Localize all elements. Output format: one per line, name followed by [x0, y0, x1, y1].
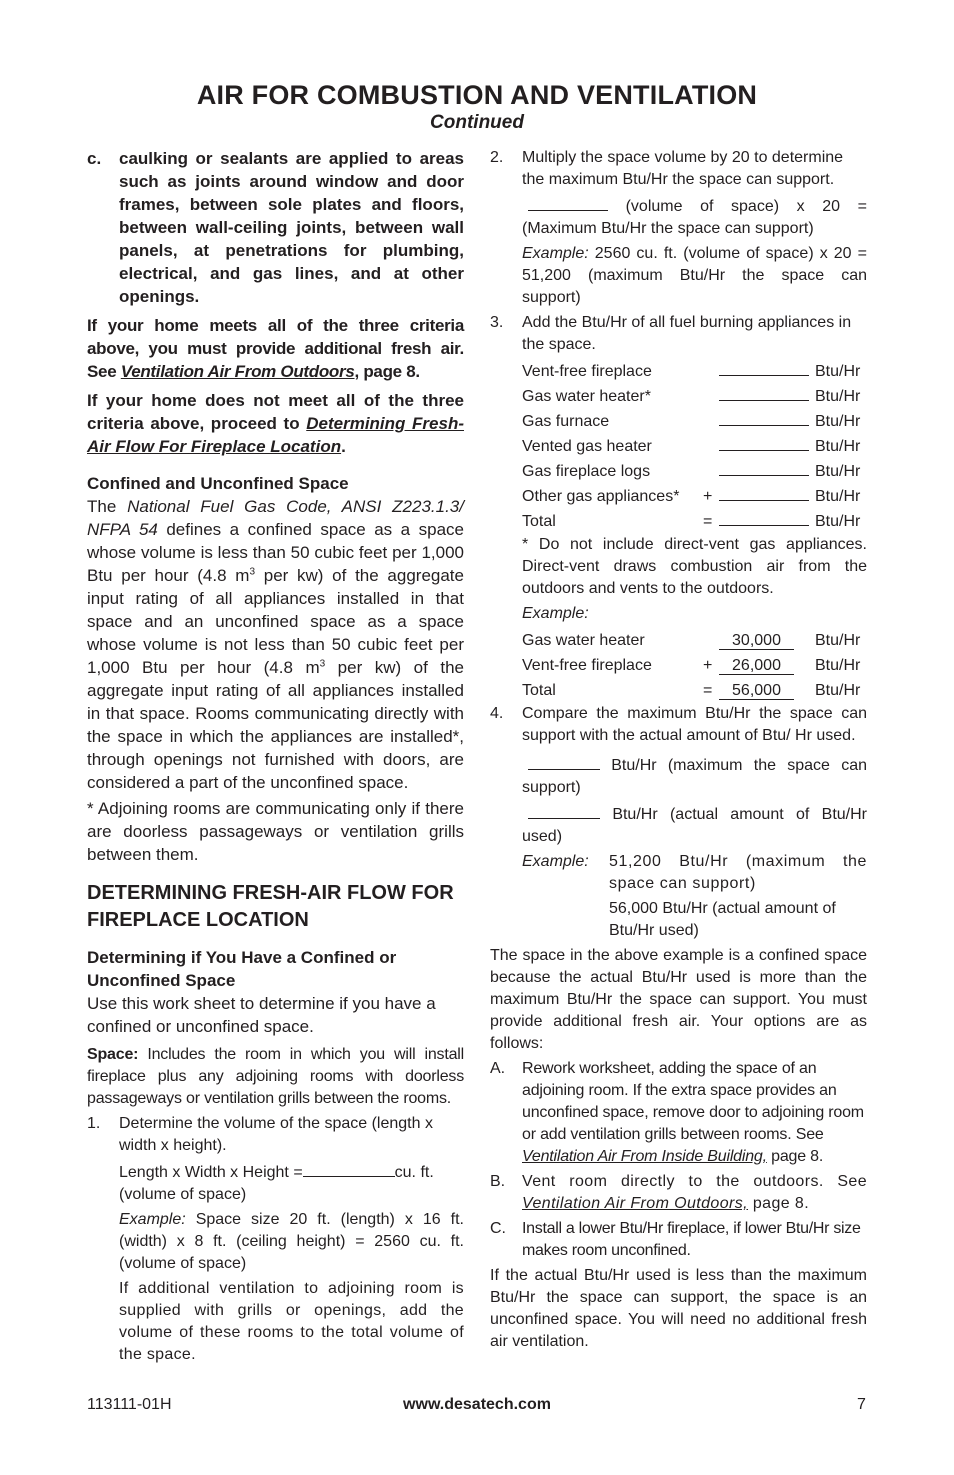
option-c — [490, 1218, 867, 1262]
ventilation-outdoors-link[interactable]: Ventilation Air From Outdoors — [120, 362, 355, 381]
ventilation-outdoors-link[interactable]: Ventilation Air From Outdoors, — [522, 1195, 749, 1212]
unit-label: Btu/Hr — [815, 513, 861, 530]
step-4 — [490, 703, 867, 747]
page-number: 7 — [857, 1396, 866, 1413]
step-1-additional: If additional ventilation to adjoining room is supplied with grills or openings, add the volume of these rooms to the total volume of the space. — [119, 1280, 464, 1363]
part-number: 113111-01H — [87, 1396, 172, 1413]
btu-blank[interactable] — [719, 409, 809, 426]
example-worksheet — [522, 625, 860, 700]
text-span: defines a confined space as a space whose volume is less than 50 cubic feet per 1,000 Btu per hour (4.8 m — [87, 520, 464, 585]
appliance-operator — [703, 356, 719, 381]
appliance-name: Other gas appliances* — [522, 488, 680, 505]
option-text — [522, 1058, 867, 1168]
step-text: Compare the maximum Btu/Hr the space can support with the actual amount of Btu/ Hr used. — [522, 705, 867, 744]
step-1-example — [87, 1209, 464, 1275]
btu-blank[interactable] — [719, 509, 809, 526]
confined-conclusion: The space in the above example is a confined space because the actual Btu/Hr used is more than the maximum Btu/Hr the space can support. You must provide additional fresh air. Your options are as follows: — [490, 947, 867, 1052]
example-operator: + — [703, 657, 713, 674]
appliance-name: Total — [522, 513, 556, 530]
step-number: 3. — [490, 314, 504, 331]
text-span: per kw) of the aggregate input rating of all appliances installed in that space and an unconfined space as a space whose volume is not less than 50 cubic feet per 1,000 Btu per hour (4.8 m — [87, 566, 464, 677]
text-span: Includes the room in which you will install fireplace plus any adjoining rooms with doorless passageways or ventilation grills between the rooms. — [87, 1046, 464, 1107]
max-btu-blank[interactable] — [528, 753, 600, 770]
text-span: page 8. — [766, 1148, 824, 1165]
step-3-example-label: Example: — [522, 605, 589, 622]
appliance-name: Vented gas heater — [522, 438, 652, 455]
unit-label: Btu/Hr — [815, 657, 861, 674]
text-span: Btu/Hr (maximum the space can support) — [522, 757, 867, 796]
meets-criteria-paragraph — [87, 314, 464, 383]
example-row — [522, 675, 860, 700]
example-label: Example: — [522, 245, 589, 262]
fresh-air-flow-link[interactable]: Determining Fresh-Air Flow For Fireplace Location — [87, 414, 464, 456]
space-label: Space: — [87, 1046, 139, 1063]
appliance-operator — [703, 456, 719, 481]
text-span: Vent room directly to the outdoors. See — [522, 1173, 867, 1190]
appliance-row — [522, 481, 860, 506]
page-subtitle: Continued — [430, 112, 524, 133]
option-b — [490, 1171, 867, 1215]
option-text: Install a lower Btu/Hr fireplace, if lower Btu/Hr size makes room unconfined. — [522, 1220, 861, 1259]
appliance-worksheet — [522, 356, 860, 531]
example-appliance-name: Vent-free fireplace — [522, 657, 652, 674]
option-a — [490, 1058, 867, 1168]
unit-label: Btu/Hr — [815, 363, 861, 380]
example-value: 26,000 — [719, 657, 794, 675]
website: www.desatech.com — [403, 1396, 551, 1413]
unit-label: Btu/Hr — [815, 632, 861, 649]
step-4-example — [490, 851, 867, 942]
step-3 — [490, 312, 867, 356]
appliance-name: Gas water heater* — [522, 388, 651, 405]
example-operator: = — [703, 682, 713, 699]
btu-blank[interactable] — [719, 484, 809, 501]
appliance-row — [522, 456, 860, 481]
step-text: Determine the volume of the space (length x width x height). — [119, 1115, 433, 1154]
text-span: . — [341, 437, 346, 456]
worksheet-intro: Use this work sheet to determine if you have a confined or unconfined space. — [87, 994, 436, 1036]
unit-label: Btu/Hr — [815, 682, 861, 699]
text-span: , page 8. — [354, 362, 420, 381]
code-reference: National Fuel Gas Code, ANSI Z223.1.3/ NFPA 54 — [87, 497, 464, 539]
option-label: B. — [490, 1173, 506, 1190]
btu-blank[interactable] — [719, 459, 809, 476]
criteria-item-c — [87, 147, 464, 308]
appliance-name: Gas furnace — [522, 413, 610, 430]
appliance-operator — [703, 406, 719, 431]
text-span: cu. ft. (volume of space) — [119, 1164, 434, 1203]
confined-definition — [87, 495, 464, 794]
step-2-formula — [490, 194, 867, 240]
appliance-row — [522, 506, 860, 531]
example-appliance-name: Total — [522, 682, 556, 699]
example-values — [609, 851, 867, 942]
step-2 — [490, 147, 867, 191]
example-row — [522, 625, 860, 650]
item-text: caulking or sealants are applied to areas such as joints around window and door frames, between sole plates and floors, between wall-ceiling joints, between wall panels, at penetrations for plumbing, electrical, and gas lines, and at other openings. — [119, 149, 464, 306]
adjoining-note: * Adjoining rooms are communicating only if there are doorless passageways or ventilation grills between them. — [87, 799, 464, 864]
appliance-name: Vent-free fireplace — [522, 363, 652, 380]
option-text — [522, 1171, 867, 1215]
step-4-actual-line — [490, 802, 867, 848]
step-text: Multiply the space volume by 20 to determine the maximum Btu/Hr the space can support. — [522, 149, 844, 188]
volume-blank[interactable] — [303, 1160, 395, 1177]
text-span: 2560 cu. ft. (volume of space) x 20 = 51,200 (maximum Btu/Hr the space can support) — [522, 245, 867, 306]
not-meet-criteria-paragraph — [87, 389, 464, 458]
unconfined-conclusion: If the actual Btu/Hr used is less than the maximum Btu/Hr the space can support, the space is an unconfined space. You will need no additional fresh air ventilation. — [490, 1267, 867, 1350]
step-text: Add the Btu/Hr of all fuel burning appliances in the space. — [522, 314, 852, 353]
text-span: (volume of space) x 20 = (Maximum Btu/Hr the space can support) — [522, 198, 867, 237]
left-column — [87, 147, 464, 1366]
appliance-operator: + — [703, 488, 713, 505]
ventilation-inside-link[interactable]: Ventilation Air From Inside Building, — [522, 1148, 767, 1165]
unit-label: Btu/Hr — [815, 438, 861, 455]
example-max: 51,200 Btu/Hr (maximum the space can support) — [609, 853, 867, 892]
text-span: Btu/Hr (actual amount of Btu/Hr used) — [522, 806, 867, 845]
step-number: 2. — [490, 149, 504, 166]
step-3-note: * Do not include direct-vent gas appliances. Direct-vent draws combustion air from the outdoors and vents to the outdoors. — [522, 536, 867, 597]
page-title: AIR FOR COMBUSTION AND VENTILATION — [196, 80, 758, 110]
section-heading: DETERMINING FRESH-AIR FLOW FOR FIREPLACE LOCATION — [87, 882, 454, 931]
volume-blank[interactable] — [528, 194, 608, 211]
text-span: If your home meets all of the three criteria above, you must provide additional fresh air. See — [87, 316, 464, 381]
text-span: Rework worksheet, adding the space of an adjoining room. If the extra space provides an unconfined space, remove door to adjoining room or add ventilation grills between rooms. See — [522, 1060, 864, 1143]
appliance-operator — [703, 431, 719, 456]
step-1-formula — [87, 1160, 464, 1206]
step-number: 1. — [87, 1115, 101, 1132]
superscript: 3 — [319, 658, 326, 670]
example-operator — [703, 625, 719, 650]
btu-blank[interactable] — [719, 359, 809, 376]
appliance-row — [522, 381, 860, 406]
unit-label: Btu/Hr — [815, 413, 861, 430]
space-definition — [87, 1044, 464, 1110]
example-actual: 56,000 Btu/Hr (actual amount of Btu/Hr used) — [609, 900, 836, 939]
option-label: C. — [490, 1220, 506, 1237]
example-label: Example: — [119, 1211, 186, 1228]
example-value: 30,000 — [719, 632, 794, 650]
item-label: c. — [87, 149, 102, 168]
appliance-operator — [703, 381, 719, 406]
step-2-example — [490, 243, 867, 309]
example-label: Example: — [522, 853, 589, 870]
unit-label: Btu/Hr — [815, 463, 861, 480]
appliance-name: Gas fireplace logs — [522, 463, 651, 480]
step-4-max-line — [490, 753, 867, 799]
appliance-row — [522, 406, 860, 431]
confined-heading: Confined and Unconfined Space — [87, 474, 349, 493]
unit-label: Btu/Hr — [815, 488, 861, 505]
example-row — [522, 650, 860, 675]
superscript: 3 — [249, 566, 256, 578]
text-span: The — [87, 497, 128, 516]
text-span: Space size 20 ft. (length) x 16 ft. (width) x 8 ft. (ceiling height) = 2560 cu. ft. (volume of space) — [119, 1211, 464, 1272]
example-appliance-name: Gas water heater — [522, 632, 645, 649]
btu-blank[interactable] — [719, 434, 809, 451]
text-span: Length x Width x Height = — [119, 1164, 303, 1181]
text-span: page 8. — [748, 1195, 810, 1212]
right-column — [490, 147, 867, 1353]
appliance-row — [522, 431, 860, 456]
example-value: 56,000 — [719, 682, 794, 700]
appliance-operator: = — [703, 513, 713, 530]
btu-blank[interactable] — [719, 384, 809, 401]
text-span: per kw) of the aggregate input rating of all appliances installed in that space. Rooms communicating directly with the space in which the appliances are installed*, through openings not furnished with doors, are considered a part of the unconfined space. — [87, 658, 464, 792]
actual-btu-blank[interactable] — [528, 802, 600, 819]
step-number: 4. — [490, 705, 504, 722]
appliance-row — [522, 356, 860, 381]
option-label: A. — [490, 1060, 506, 1077]
text-span: If your home does not meet all of the three criteria above, proceed to — [87, 391, 464, 433]
sub-heading: Determining if You Have a Confined or Unconfined Space — [87, 948, 397, 990]
unit-label: Btu/Hr — [815, 388, 861, 405]
step-1 — [87, 1113, 464, 1157]
